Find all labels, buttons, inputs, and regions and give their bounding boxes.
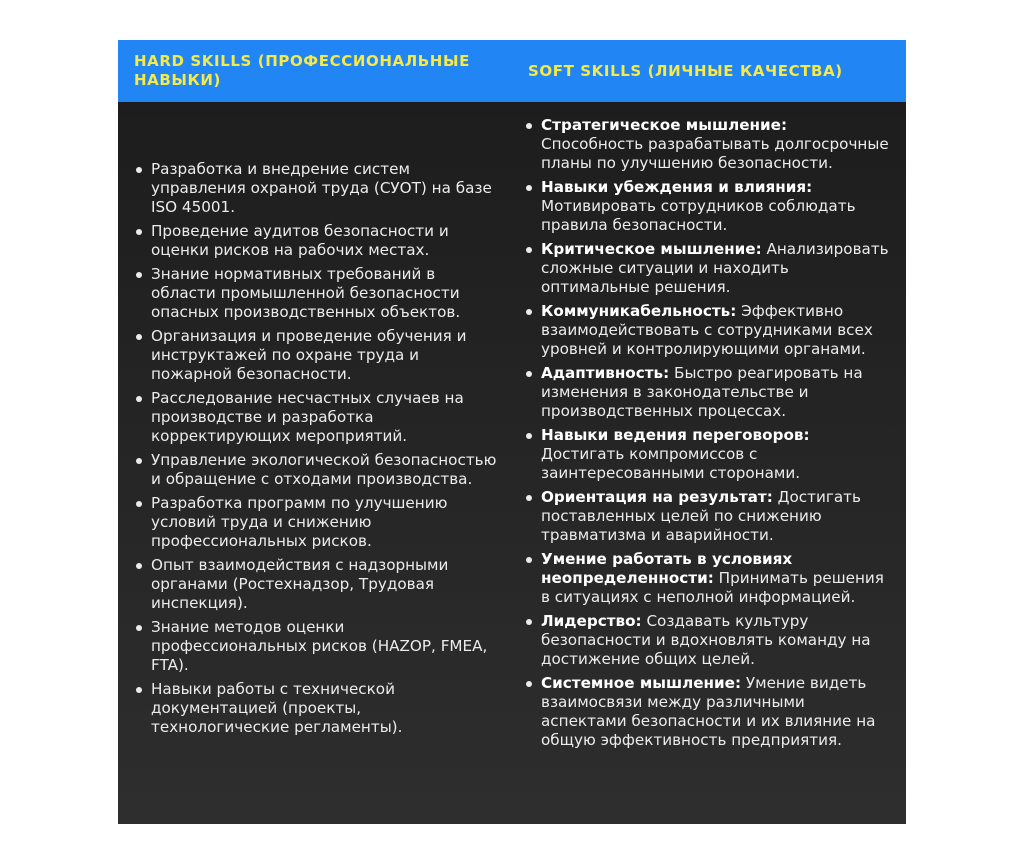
soft-skill-item bbox=[524, 612, 892, 669]
soft-skill-item bbox=[524, 674, 892, 750]
soft-skill-description: Умение видеть взаимосвязи между различными аспектами безопасности и их влияние на общую эффективность предприятия. bbox=[541, 674, 876, 749]
soft-skill-term: Критическое мышление: bbox=[541, 240, 762, 258]
soft-skill-description: Мотивировать сотрудников соблюдать правила безопасности. bbox=[541, 197, 856, 234]
hard-skill-item: Опыт взаимодействия с надзорными органами (Ростехнадзор, Трудовая инспекция). bbox=[134, 556, 498, 613]
soft-skill-item bbox=[524, 488, 892, 545]
soft-skills-header: SOFT SKILLS (ЛИЧНЫЕ КАЧЕСТВА) bbox=[528, 61, 843, 80]
soft-skill-item bbox=[524, 426, 892, 483]
soft-skill-term: Лидерство: bbox=[541, 612, 642, 630]
soft-skill-description: Анализировать сложные ситуации и находить оптимальные решения. bbox=[541, 240, 889, 296]
soft-skill-item bbox=[524, 240, 892, 297]
hard-skill-item: Организация и проведение обучения и инструктажей по охране труда и пожарной безопасности. bbox=[134, 327, 498, 384]
soft-skill-term: Коммуникабельность: bbox=[541, 302, 737, 320]
table-body bbox=[118, 102, 906, 824]
hard-skill-item: Навыки работы с технической документацией (проекты, технологические регламенты). bbox=[134, 680, 498, 737]
soft-skill-term: Стратегическое мышление: bbox=[541, 116, 788, 134]
soft-skill-term: Навыки убеждения и влияния: bbox=[541, 178, 813, 196]
soft-skill-item bbox=[524, 550, 892, 607]
hard-skill-item: Знание методов оценки профессиональных рисков (HAZOP, FMEA, FTA). bbox=[134, 618, 498, 675]
hard-skills-header: HARD SKILLS (ПРОФЕССИОНАЛЬНЫЕ НАВЫКИ) bbox=[134, 52, 470, 89]
soft-skill-description: Эффективно взаимодействовать с сотрудниками всех уровней и контролирующими органами. bbox=[541, 302, 873, 358]
soft-skill-description: Достигать компромиссов с заинтересованными сторонами. bbox=[541, 445, 801, 482]
table-header bbox=[118, 40, 906, 102]
soft-skill-item bbox=[524, 178, 892, 235]
soft-skill-description: Создавать культуру безопасности и вдохновлять команду на достижение общих целей. bbox=[541, 612, 871, 668]
skills-table bbox=[118, 40, 906, 824]
hard-skill-item: Разработка программ по улучшению условий труда и снижению профессиональных рисков. bbox=[134, 494, 498, 551]
hard-skill-item: Разработка и внедрение систем управления охраной труда (СУОТ) на базе ISO 45001. bbox=[134, 160, 498, 217]
soft-skill-description: Быстро реагировать на изменения в законодательстве и производственных процессах. bbox=[541, 364, 863, 420]
hard-skill-item: Проведение аудитов безопасности и оценки рисков на рабочих местах. bbox=[134, 222, 498, 260]
hard-skill-item: Расследование несчастных случаев на производстве и разработка корректирующих мероприятий. bbox=[134, 389, 498, 446]
soft-skill-term: Системное мышление: bbox=[541, 674, 742, 692]
hard-skills-list bbox=[134, 160, 498, 742]
hard-skills-column bbox=[118, 102, 512, 824]
soft-skill-term: Ориентация на результат: bbox=[541, 488, 773, 506]
hard-skill-item: Знание нормативных требований в области промышленной безопасности опасных производственных объектов. bbox=[134, 265, 498, 322]
soft-skill-item bbox=[524, 302, 892, 359]
soft-skills-column bbox=[512, 102, 906, 824]
soft-skill-description: Принимать решения в ситуациях с неполной информацией. bbox=[541, 569, 884, 606]
soft-skill-item bbox=[524, 364, 892, 421]
hard-skill-item: Управление экологической безопасностью и обращение с отходами производства. bbox=[134, 451, 498, 489]
soft-skill-description: Способность разрабатывать долгосрочные планы по улучшению безопасности. bbox=[541, 135, 889, 172]
soft-skill-term: Адаптивность: bbox=[541, 364, 670, 382]
soft-skill-item bbox=[524, 116, 892, 173]
soft-skill-term: Навыки ведения переговоров: bbox=[541, 426, 810, 444]
soft-skills-list bbox=[524, 116, 892, 755]
soft-skill-term: Умение работать в условиях неопределенности: bbox=[541, 550, 793, 587]
soft-skill-description: Достигать поставленных целей по снижению травматизма и аварийности. bbox=[541, 488, 861, 544]
